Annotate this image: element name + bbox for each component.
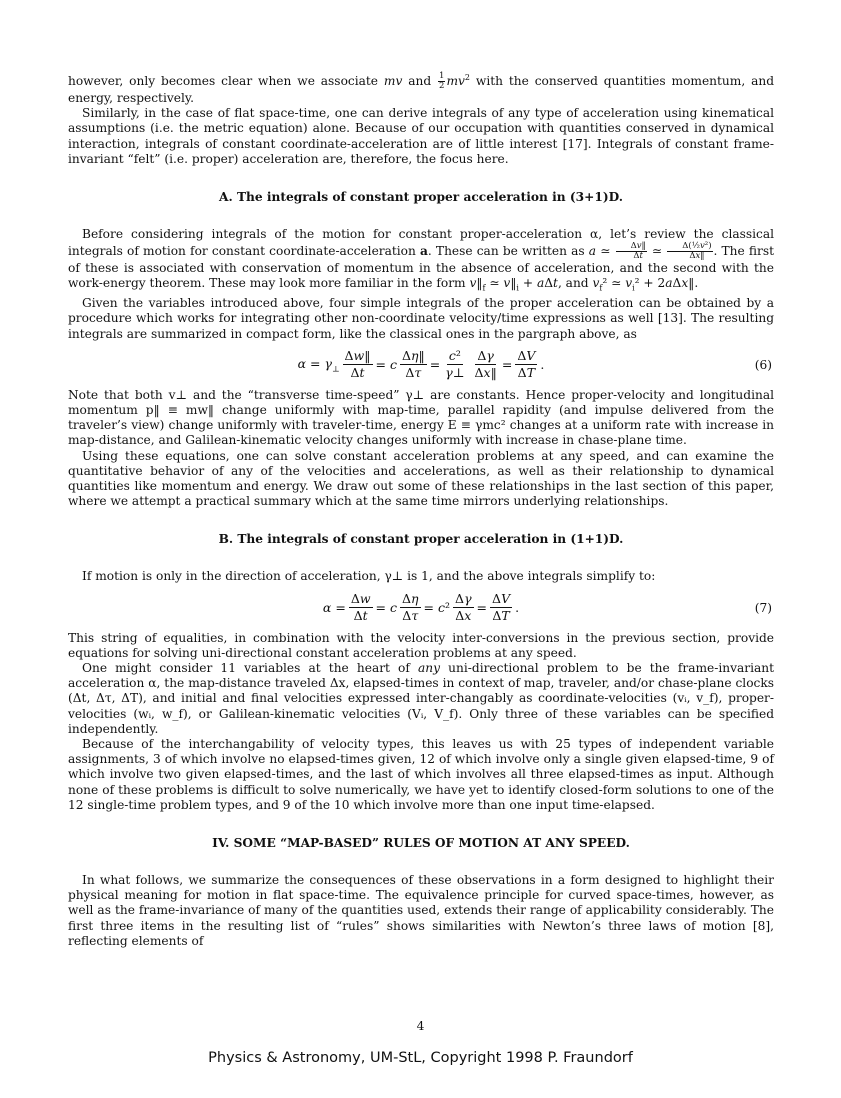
paragraph-one-dimensional: If motion is only in the direction of acceleration, γ⊥ is 1, and the above integrals simplify to: [82, 569, 656, 584]
paragraph-variable-assignments: Because of the interchangability of velocity types, this leaves us with 25 types of independent variable assignments, 3 of which involve no elapsed-times given, 12 of which involve only a single given elapsed-time, 9 of which involve two given elapsed-times, and the last of which involves all three elapsed-times as input. Although none of these problems is difficult to solve numerically, we have yet to identify closed-form solutions to one of the 12 single-time problem types, and 9 of the 10 which involve more than one input time-elapsed. [68, 736, 774, 812]
section-iv-heading: IV. SOME “MAP-BASED” RULES OF MOTION AT ANY SPEED. [212, 836, 630, 850]
paragraph-rules-intro: In what follows, we summarize the consequences of these observations in a form designed to highlight their physical meaning for motion in flat space-time. The equivalence principle for curved space-times, however, as well as the frame-invariance of many of the quantities used, extends their range of applicability considerably. The first three items in the resulting list of “rules” shows similarities with Newton’s three laws of motion [8], reflecting elements of [68, 873, 774, 948]
section-b-heading: B. The integrals of constant proper acceleration in (1+1)D. [218, 532, 624, 547]
equation-7: α = $\frac{\Delta w}{\Delta t}$ = c $\frac{\Delta\eta}{\Delta\tau}$ = c² $\frac{\Delta\gamma}{\Delta x}$ = $\frac{\Delta V}{\Delta T}$ . (7) [322, 591, 772, 624]
paper-body [68, 70, 774, 949]
paragraph-constants-note: Note that both v⊥ and the “transverse time-speed” γ⊥ are constants. Hence proper-velocity and longitudinal momentum p‖ ≡ mw‖ change uniformly with map-time, parallel rapidity (and impulse delivered from the traveler’s view) change uniformly with traveler-time, energy E ≡ γmc² changes at a uniform rate with increase in map-distance, and Galilean-kinematic velocity changes uniformly with increase in chase-plane time. [68, 387, 774, 448]
section-a-heading: A. The integrals of constant proper acceleration in (3+1)D. [219, 190, 623, 205]
equation-6: $\alpha = \gamma_\perp$ $\frac{\Delta w‖}{\Delta t}$ = c $\frac{\Delta\eta‖}{\Delta\tau}$ = $\frac{\text{c²}}{\gamma\perp}$ $\frac{\Delta\gamma}{\Delta x‖}$ = $\frac{\Delta V}{\Delta T}$ . (6) [297, 348, 772, 381]
page-footer: Physics & Astronomy, UM-StL, Copyright 1998 P. Fraundorf [208, 1050, 633, 1066]
paragraph-classical-integrals: Before considering integrals of the motion for constant proper-acceleration α, let’s review the classical integrals of motion for constant coordinate-acceleration a. These can be written as a ≃ $\frac{\Delta v‖}{\Delta t}$ ≃ $\frac{\text{Δ(½v²)}}{\Delta x‖}$ . The first of these is associated with conservation of momentum in the absence of acceleration, and the second with the work-energy theorem. These may look more familiar in the form $v‖_f$ ≃ $v‖_i + a\Delta t$, and $v_f^2$ ≃ $v_i^2$ + 2aΔx‖. [68, 227, 774, 293]
equation-7-number: (7) [754, 600, 772, 615]
paragraph-using-equations: Using these equations, one can solve constant acceleration problems at any speed, and can examine the quantitative behavior of any of the velocities and accelerations, as well as their relationship to dynamical quantities like momentum and energy. We draw out some of these relationships in the last section of this paper, where we attempt a practical summary which at the same time mirrors underlying relationships. [68, 448, 774, 509]
paragraph-intro: Similarly, in the case of flat space-time, one can derive integrals of any type of acceleration using kinematical assumptions (i.e. the metric equation) alone. Because of our occupation with quantities conserved in dynamical interaction, integrals of constant coordinate-acceleration are of little interest [17]. Integrals of constant frame-invariant “felt” (i.e. proper) acceleration are, therefore, the focus here. [68, 106, 774, 166]
paragraph-proper-integrals: Given the variables introduced above, four simple integrals of the proper acceleration can be obtained by a procedure which works for integrating other non-coordinate velocity/time expressions as well [13]. The resulting integrals are summarized in compact form, like the classical ones in the pargraph above, as [68, 296, 774, 341]
equation-6-number: (6) [754, 357, 772, 372]
paragraph-eleven-variables: One might consider 11 variables at the heart of any uni-directional problem to be the frame-invariant acceleration α, the map-distance traveled Δx, elapsed-times in context of map, traveler, and/or chase-plane clocks (Δt, Δτ, ΔT), and initial and final velocities expressed inter-changably as coordinate-velocities (vᵢ, v_f), proper-velocities (wᵢ, w_f), or Galilean-kinematic velocities (Vᵢ, V_f). Only three of these variables can be specified independently. [68, 660, 774, 736]
paragraph-string-of-equalities: This string of equalities, in combination with the velocity inter-conversions in the previous section, provide equations for solving uni-directional constant acceleration problems at any speed. [68, 630, 774, 660]
page-number: 4 [416, 1019, 425, 1033]
paragraph-intro-continued: however, only becomes clear when we associate mv and $\frac{1}{2}$ $mv^2$ with the conserved quantities momentum, and energy, respectively. [68, 71, 775, 106]
